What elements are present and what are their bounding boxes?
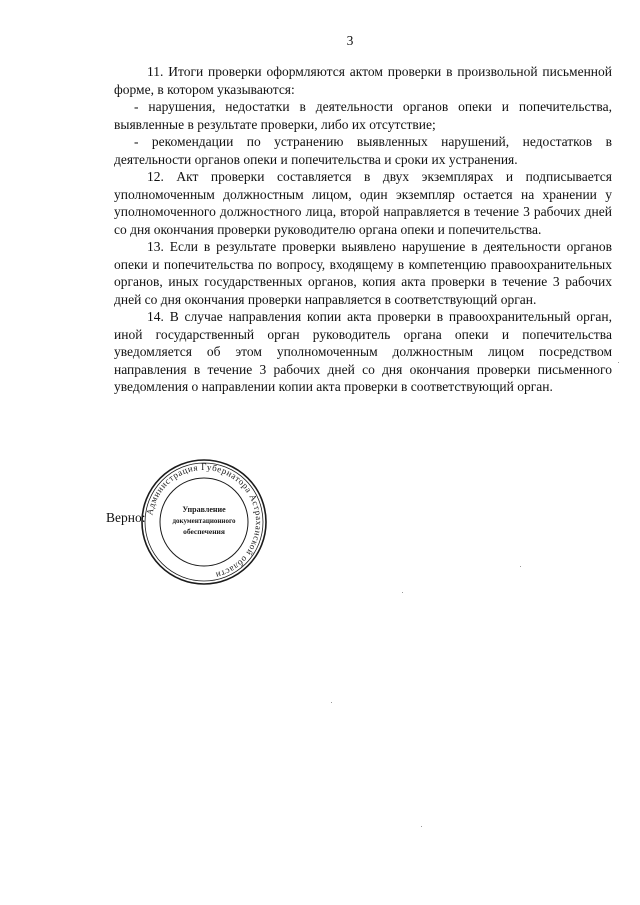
paragraph-13: 13. Если в результате проверки выявлено нарушение в деятельности органов опеки и попечительства по вопросу, входящему в компетенцию правоохранительных органов, иных государственных органов, копия акта проверки в течение 3 рабочих дней со дня окончания проверки направляется в соответствующий орган. (114, 239, 612, 307)
seal-center-line-2: документационного (172, 517, 236, 525)
list-item-recommendations: - рекомендации по устранению выявленных нарушений, недостатков в деятельности органов опеки и попечительства и сроки их устранения. (114, 134, 612, 167)
seal-center-line-1: Управление (182, 505, 226, 514)
seal-ring-text: Администрация Губернатора Астраханской области (144, 461, 265, 581)
paragraph-12: 12. Акт проверки составляется в двух экземплярах и подписывается уполномоченным должностным лицом, один экземпляр остается на хранении у уполномоченного должностного лица, второй направляется в течение 3 рабочих дней со дня окончания проверки руководителю органа опеки и попечительства. (114, 169, 612, 237)
scan-speck (618, 362, 619, 363)
page-number: 3 (346, 33, 354, 48)
official-seal (138, 458, 270, 586)
certification-label: Верно: (106, 510, 146, 525)
list-item-violations: - нарушения, недостатки в деятельности органов опеки и попечительства, выявленные в результате проверки, либо их отсутствие; (114, 99, 612, 132)
paragraph-14: 14. В случае направления копии акта проверки в правоохранительный орган, иной государственный орган руководитель органа опеки и попечительства уведомляется об этом уполномоченным должностным лицом посредством направления в течение 3 рабочих дней со дня окончания проверки письменного уведомления о направлении копии акта проверки в соответствующий орган. (114, 309, 612, 394)
scan-speck (421, 826, 422, 827)
paragraph-11: 11. Итоги проверки оформляются актом проверки в произвольной письменной форме, в котором указываются: (114, 64, 612, 97)
scan-speck (402, 592, 403, 593)
seal-center-line-3: обеспечения (183, 527, 225, 536)
scan-speck (331, 702, 332, 703)
scan-speck (520, 566, 521, 567)
document-body (114, 63, 612, 396)
